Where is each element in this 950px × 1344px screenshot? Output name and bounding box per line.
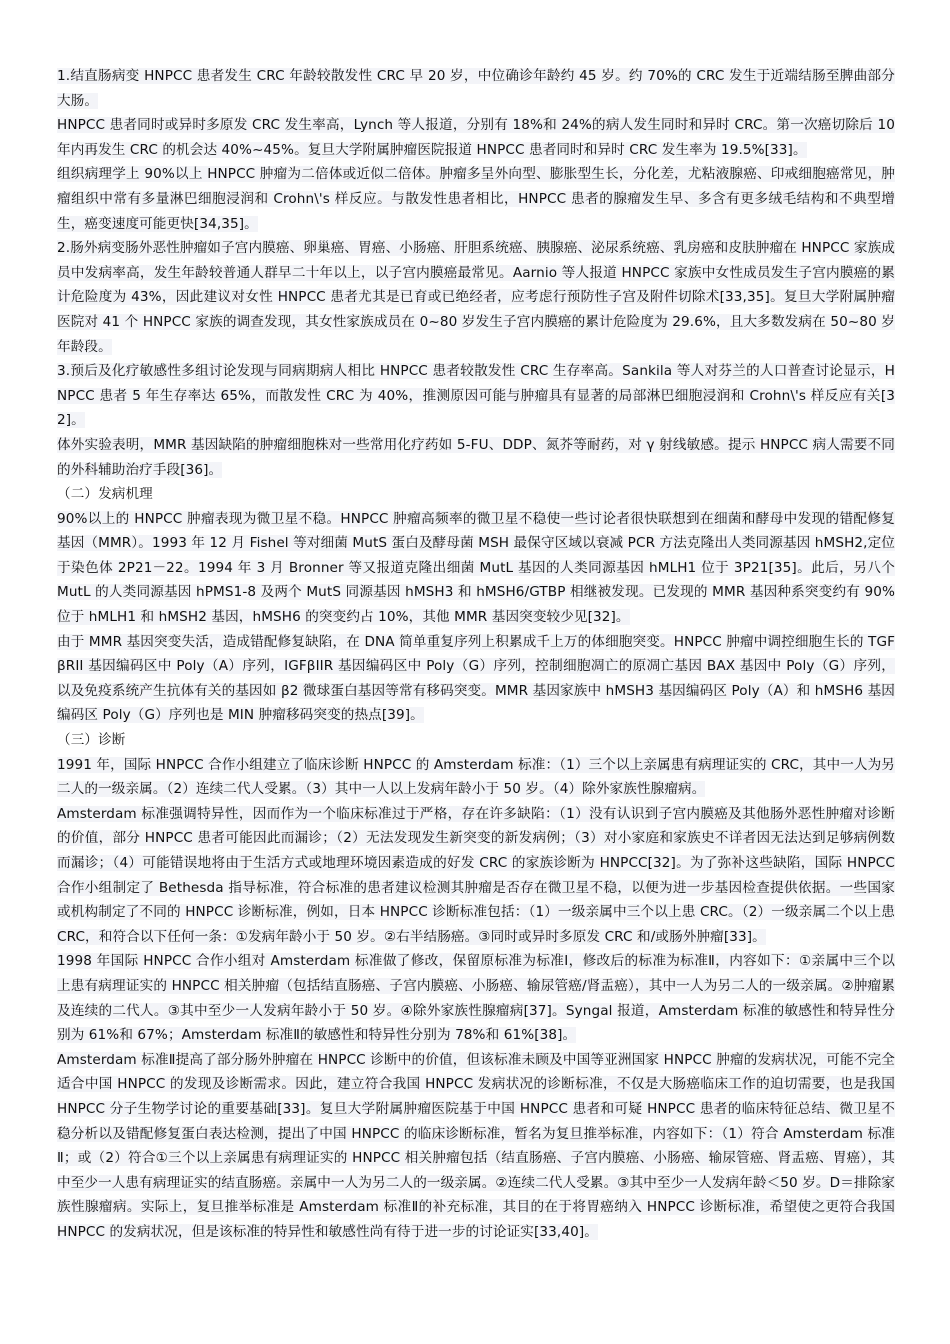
paragraph-extracolonic-lesions: 2.肠外病变肠外恶性肿瘤如子宫内膜癌、卵巢癌、胃癌、小肠癌、肝胆系统癌、胰腺癌、泌尿系统癌、乳房癌和皮肤肿瘤在 HNPCC 家族成员中发病率高，发生年龄较普通人群早二十年以上，以子宫内膜癌最常见。Aarnio 等人报道 HNPCC 家族中女性成员发生子宫内膜癌的累计危险度为 43%，因此建议对女性 HNPCC 患者尤其是已育或已绝经者，应考虑行预防性子宫及附件切除术[33,35]。复旦大学附属肿瘤医院对 41 个 HNPCC 家族的调查发现，其女性家族成员在 0~80 岁发生子宫内膜癌的累计危险度为 29.6%，且大多数发病在 50~80 岁年龄段。 — [57, 240, 895, 355]
section-heading-diagnosis: （三）诊断 — [57, 732, 126, 749]
paragraph-prognosis: 3.预后及化疗敏感性多组讨论发现与同病期病人相比 HNPCC 患者较散发性 CRC 生存率高。Sankila 等人对芬兰的人口普查讨论显示，HNPCC 患者 5 年生存率达 65%，而散发性 CRC 为 40%，推测原因可能与肿瘤具有显著的局部淋巴细胞浸润和 Crohn\'s 样反应有关[32]。 — [57, 363, 895, 429]
paragraph-amsterdam-1998: 1998 年国际 HNPCC 合作小组对 Amsterdam 标准做了修改，保留原标准为标准Ⅰ，修改后的标准为标准Ⅱ，内容如下：①亲属中三个以上患有病理证实的 HNPCC 相关肿瘤（包括结直肠癌、子宫内膜癌、小肠癌、输尿管癌/肾盂癌），其中一人为另二人的一级亲属。②肿瘤累及连续的二代人。③其中至少一人发病年龄小于 50 岁。④除外家族性腺瘤病[37]。Syngal 报道，Amsterdam 标准的敏感性和特异性分别为 61%和 67%；Amsterdam 标准Ⅱ的敏感性和特异性分别为 78%和 61%[38]。 — [57, 953, 895, 1044]
paragraph-multiple-primary-crc: HNPCC 患者同时或异时多原发 CRC 发生率高，Lynch 等人报道，分别有 18%和 24%的病人发生同时和异时 CRC。第一次癌切除后 10 年内再发生 CRC 的机会达 40%~45%。复旦大学附属肿瘤医院报道 HNPCC 患者同时和异时 CRC 发生率为 19.5%[33]。 — [57, 117, 895, 158]
paragraph-fudan-criteria: Amsterdam 标准Ⅱ提高了部分肠外肿瘤在 HNPCC 诊断中的价值，但该标准未顾及中国等亚洲国家 HNPCC 肿瘤的发病状况，可能不完全适合中国 HNPCC 的发现及诊断需求。因此，建立符合我国 HNPCC 发病状况的诊断标准，不仅是大肠癌临床工作的迫切需要，也是我国 HNPCC 分子生物学讨论的重要基础[33]。复旦大学附属肿瘤医院基于中国 HNPCC 患者和可疑 HNPCC 患者的临床特征总结、微卫星不稳分析以及错配修复蛋白表达检测，提出了中国 HNPCC 的临床诊断标准，暂名为复旦推举标准，内容如下：（1）符合 Amsterdam 标准Ⅱ；或（2）符合①三个以上亲属患有病理证实的 HNPCC 相关肿瘤包括（结直肠癌、子宫内膜癌、小肠癌、输尿管癌、肾盂癌、胃癌），其中至少一人患有病理证实的结直肠癌。亲属中一人为另二人的一级亲属。②连续二代人受累。③其中至少一人发病年龄＜50 岁。D＝排除家族性腺瘤病。实际上，复旦推举标准是 Amsterdam 标准Ⅱ的补充标准，其目的在于将胃癌纳入 HNPCC 诊断标准，希望使之更符合我国 HNPCC 的发病状况，但是该标准的特异性和敏感性尚有待于进一步的讨论证实[33,40]。 — [57, 1051, 895, 1240]
paragraph-frameshift: 由于 MMR 基因突变失活，造成错配修复缺陷，在 DNA 简单重复序列上积累成千上万的体细胞突变。HNPCC 肿瘤中调控细胞生长的 TGFβRII 基因编码区中 Poly（A）序列，IGFβIIR 基因编码区中 Poly（G）序列，控制细胞凋亡的原凋亡基因 BAX 基因中 Poly（G）序列，以及免疫系统产生抗体有关的基因如 β2 微球蛋白基因等常有移码突变。MMR 基因家族中 hMSH3 基因编码区 Poly（A）和 hMSH6 基因编码区 Poly（G）序列也是 MIN 肿瘤移码突变的热点[39]。 — [57, 633, 895, 724]
paragraph-colorectal-lesions: 1.结直肠病变 HNPCC 患者发生 CRC 年龄较散发性 CRC 早 20 岁，中位确诊年龄约 45 岁。约 70%的 CRC 发生于近端结肠至脾曲部分大肠。 — [57, 68, 895, 109]
document-body — [57, 64, 895, 1245]
section-heading-pathogenesis: （二）发病机理 — [57, 486, 153, 503]
paragraph-amsterdam-1991: 1991 年，国际 HNPCC 合作小组建立了临床诊断 HNPCC 的 Amsterdam 标准：（1）三个以上亲属患有病理证实的 CRC，其中一人为另二人的一级亲属。（2）连续二代人受累。（3）其中一人以上发病年龄小于 50 岁。（4）除外家族性腺瘤病。 — [57, 756, 895, 798]
paragraph-amsterdam-limits: Amsterdam 标准强调特异性，因而作为一个临床标准过于严格，存在许多缺陷：（1）没有认识到子宫内膜癌及其他肠外恶性肿瘤对诊断的价值，部分 HNPCC 患者可能因此而漏诊；（2）无法发现发生新突变的新发病例；（3）对小家庭和家族史不详者因无法达到足够病例数而漏诊；（4）可能错误地将由于生活方式或地理环境因素造成的好发 CRC 的家族诊断为 HNPCC[32]。为了弥补这些缺陷，国际 HNPCC 合作小组制定了 Bethesda 指导标准，符合标准的患者建议检测其肿瘤是否存在微卫星不稳，以便为进一步基因检查提供依据。一些国家或机构制定了不同的 HNPCC 诊断标准，例如，日本 HNPCC 诊断标准包括：（1）一级亲属中三个以上患 CRC。（2）一级亲属二个以上患 CRC，和符合以下任何一条：①发病年龄小于 50 岁。②右半结肠癌。③同时或异时多原发 CRC 和/或肠外肿瘤[33]。 — [57, 805, 896, 945]
paragraph-histopathology: 组织病理学上 90%以上 HNPCC 肿瘤为二倍体或近似二倍体。肿瘤多呈外向型、膨胀型生长，分化差，尤粘液腺癌、印戒细胞癌常见，肿瘤组织中常有多量淋巴细胞浸润和 Crohn\'s 样反应。与散发性患者相比，HNPCC 患者的腺瘤发生早、多含有更多绒毛结构和不典型增生，癌变速度可能更快[34,35]。 — [57, 166, 895, 232]
paragraph-in-vitro: 体外实验表明，MMR 基因缺陷的肿瘤细胞株对一些常用化疗药如 5-FU、DDP、氮芥等耐药，对 γ 射线敏感。提示 HNPCC 病人需要不同的外科辅助治疗手段[36]。 — [57, 436, 895, 478]
paragraph-mmr-genes: 90%以上的 HNPCC 肿瘤表现为微卫星不稳。HNPCC 肿瘤高频率的微卫星不稳使一些讨论者很快联想到在细菌和酵母中发现的错配修复基因（MMR）。1993 年 12 月 Fishel 等对细菌 MutS 蛋白及酵母菌 MSH 最保守区域以衰减 PCR 方法克隆出人类同源基因 hMSH2,定位于染色体 2P21－22。1994 年 3 月 Bronner 等又报道克隆出细菌 MutL 基因的人类同源基因 hMLH1 位于 3P21[35]。此后，另八个 MutL 的人类同源基因 hPMS1-8 及两个 MutS 同源基因 hMSH3 和 hMSH6/GTBP 相继被发现。已发现的 MMR 基因种系突变约有 90%位于 hMLH1 和 hMSH2 基因，hMSH6 的突变约占 10%，其他 MMR 基因突变较少见[32]。 — [57, 510, 895, 626]
